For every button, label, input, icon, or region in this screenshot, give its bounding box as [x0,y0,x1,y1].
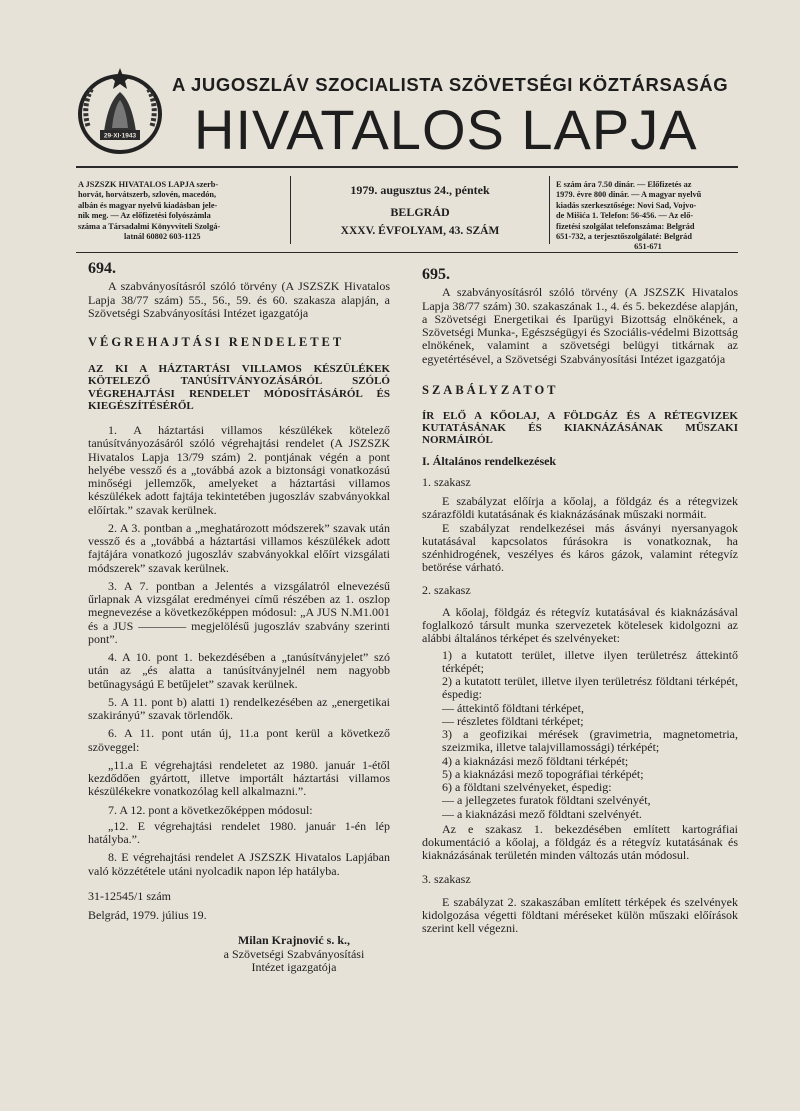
section-2-title: 2. szakasz [422,582,471,597]
decree-point-6-quote: „11.a E végrehajtási rendeletet az 1980. január 1-étől kezdődően gyártott, illetve importált háztartási villamos készülékekre vonatkozólag kell alkalmazni.”. [88,757,390,799]
list-item: 6) a földtani szelvényeket, éspedig: [442,780,612,795]
section-1-paragraph-1: E szabályzat előírja a kőolaj, a földgáz és a rétegvizek szárazföldi kutatásának és kiaknázásának műszaki normáit. [422,494,738,522]
signature-block [88,934,390,974]
decree-point-8: 8. E végrehajtási rendelet A JSZSZK Hivatalos Lapjában való közzététele utáni nyolcadik napon lép hatályba. [88,850,390,878]
header-left-info: A JSZSZK HIVATALOS LAPJA szerb- horvát, horvátszerb, szlovén, macedón, albán és magyar nyelvű kiadásban jele- nik meg. — Az előfizetési folyószámla száma a Társadalmi Könyvviteli Szolgá- latnál 60802 603-1125 [78,180,221,242]
decree-point-4: 4. A 10. pont 1. bekezdésében a „tanúsítványjelet” szó után az „és alatta a tanúsítványjelnél nem nagyobb betűnagyságú E betűjelet” szavak kerülnek. [88,650,390,691]
header-divider-right [549,176,550,244]
section-3-paragraph-1: E szabályzat 2. szakaszában említett térképek és szelvények kidolgozása végetti földtani méréseket külön műszaki előírások szerint kell végezni. [422,894,738,936]
list-item: — áttekintő földtani térképet, [442,700,584,715]
emblem-date: 29·XI·1943 [103,132,137,140]
regulation-number: 695. [422,266,450,283]
list-item: 4) a kiaknázási mező földtani térképét; [442,753,629,768]
section-1-title: 1. szakasz [422,474,471,489]
issue-volume: XXXV. ÉVFOLYAM, 43. SZÁM [340,225,500,237]
decree-number: 694. [88,260,116,277]
section-2-paragraph-2: Az e szakasz 1. bekezdésében említett kartográfiai dokumentáció a kőolaj, a földgáz és a rétegvíz kutatásának és kiaknázásának területén minden változás után módosul. [422,821,738,863]
regulation-intro: A szabványosításról szóló törvény (A JSZSZK Hivatalos Lapja 38/77 szám) 30. szakaszának 1., 4. és 5. bekezdése alapján, a Szövetségi Energetikai és Iparügyi Bizottság elnökének, a Szövetségi Munka-, Egészségügyi és Szociális-védelmi Bizottság elnökének, valamint a szövetségi belügyi titkárnak az egyetértésével, a Szövetségi Szabványosítási Intézet igazgatója [422,285,738,366]
section-2-list [422,649,738,821]
chapter-title: I. Általános rendelkezések [422,453,557,468]
decree-title: VÉGREHAJTÁSI RENDELETET [88,335,345,349]
signatory-institution: Intézet igazgatója [251,959,337,974]
issue-date: 1979. augusztus 24., péntek [350,183,490,197]
list-item: 1) a kutatott terület, illetve ilyen területrész áttekintő térképét; [442,647,738,675]
regulation-title: SZABÁLYZATOT [422,382,559,397]
section-1-paragraph-2: E szabályzat rendelkezései más ásványi nyersanyagok kutatásával kapcsolatos fúrásokra is vonatkoznak, ha szénhidrogének, veszélyes és káros gázok, valamint rétegvíz betörése várható. [422,520,738,575]
list-item: — a kiaknázási mező földtani szelvényét. [442,806,642,821]
section-3-title: 3. szakasz [422,871,471,886]
right-column [422,268,738,936]
list-item: 2) a kutatott terület, illetve ilyen területrész földtani térképét, éspedig: [442,674,738,702]
decree-point-2: 2. A 3. pontban a „meghatározott módszerek” szavak után vessző és a „továbbá a háztartási villamos készülékek adott fajtájára vonatkozó jugoszláv szabványokkal előírt vizsgálati módszerek” szavak kerülnek. [88,520,390,575]
issue-city: BELGRÁD [390,205,450,219]
list-item: 3) a geofizikai mérések (gravimetria, magnetometria, szeizmika, illetve talajvillamossági) térképét; [442,727,738,755]
regulation-subtitle: ÍR ELŐ A KŐOLAJ, A FÖLDGÁZ ÉS A RÉTEGVIZEK KUTATÁSÁNAK ÉS KIAKNÁZÁSÁNAK MŰSZAKI NORMÁIRÓL [422,410,738,447]
state-emblem-icon [74,62,166,160]
header-divider-left [290,176,291,244]
decree-subtitle: AZ KI A HÁZTARTÁSI VILLAMOS KÉSZÜLÉKEK KÖTELEZŐ TANÚSÍTVÁNYOZÁSÁRÓL SZÓLÓ VÉGREHAJTÁSI RENDELET MÓDOSÍTÁSÁRÓL ÉS KIEGÉSZÍTÉSÉRŐL [88,363,390,412]
decree-place-date: Belgrád, 1979. július 19. [88,908,207,923]
supertitle: A JUGOSZLÁV SZOCIALISTA SZÖVETSÉGI KÖZTÁRSASÁG [172,74,729,95]
decree-point-5: 5. A 11. pont b) alatti 1) rendelkezésében az „energetikai szakirányú” szavak törlendők. [88,694,390,723]
decree-point-1: 1. A háztartási villamos készülékek kötelező tanúsítványozásáról szóló végrehajtási rendelet (A JSZSZK Hivatalos Lapja 13/79 szám) 2. pontjának végén a pont helyébe vessző és a „továbbá azok a biztonsági vonatkozású minőségi jellemzők, amelyeket a háztartási villamos készülékek adott fajtája tekintetében jugoszláv szabványokkal előírtak.” szavak kerülnek. [88,423,390,517]
list-item: 5) a kiaknázási mező topográfiai térképét; [442,766,644,781]
decree-point-7-quote: „12. E végrehajtási rendelet 1980. január 1-én lép hatályba.”. [88,818,390,847]
page-title: HIVATALOS LAPJA [194,98,698,161]
signatory-name: Milan Krajnović s. k., [237,933,350,948]
header-right-info: E szám ára 7.50 dinár. — Előfizetés az 1979. évre 800 dinár. — A magyar nyelvű kiadás szerkesztősége: Novi Sad, Vojvo- de Mišića 1. Telefon: 56-456. — Az elő- fizetési szolgálat telefonszáma: Belgrád 651-732, a terjesztőszolgálaté: Belgrád 651-671 [556,180,702,252]
signatory-title: a Szövetségi Szabványosítási [223,946,365,961]
decree-intro: A szabványosításról szóló törvény (A JSZSZK Hivatalos Lapja 38/77 szám) 55., 56., 59. és 60. szakasza alapján, a Szövetségi Szabványosítási Intézet igazgatója [88,279,390,320]
decree-point-3: 3. A 7. pontban a Jelentés a vizsgálatról elnevezésű űrlapnak A vizsgálat eredményei című részében az 1. oszlop megnevezése a következőképpen módosul: „A JUS N.M1.001 és a JUS ———— megjelölésű jugoszláv szabvány szerinti pont”. [88,578,390,646]
decree-reference: 31-12545/1 szám [88,888,171,903]
top-rule [76,166,738,168]
list-item: — a jellegzetes furatok földtani szelvényét, [442,793,651,808]
list-item: — részletes földtani térképet; [442,713,584,728]
decree-point-6: 6. A 11. pont után új, 11.a pont kerül a következő szöveggel: [88,726,390,754]
decree-point-7: 7. A 12. pont a következőképpen módosul: [108,802,313,817]
section-2-paragraph-1: A kőolaj, földgáz és rétegvíz kutatásával és kiaknázásával foglalkozó társult munka szervezetek kötelesek kidolgozni az alábbi általános térképet és szelvényeket: [422,604,738,646]
bottom-rule [76,252,738,253]
left-column [88,262,390,974]
